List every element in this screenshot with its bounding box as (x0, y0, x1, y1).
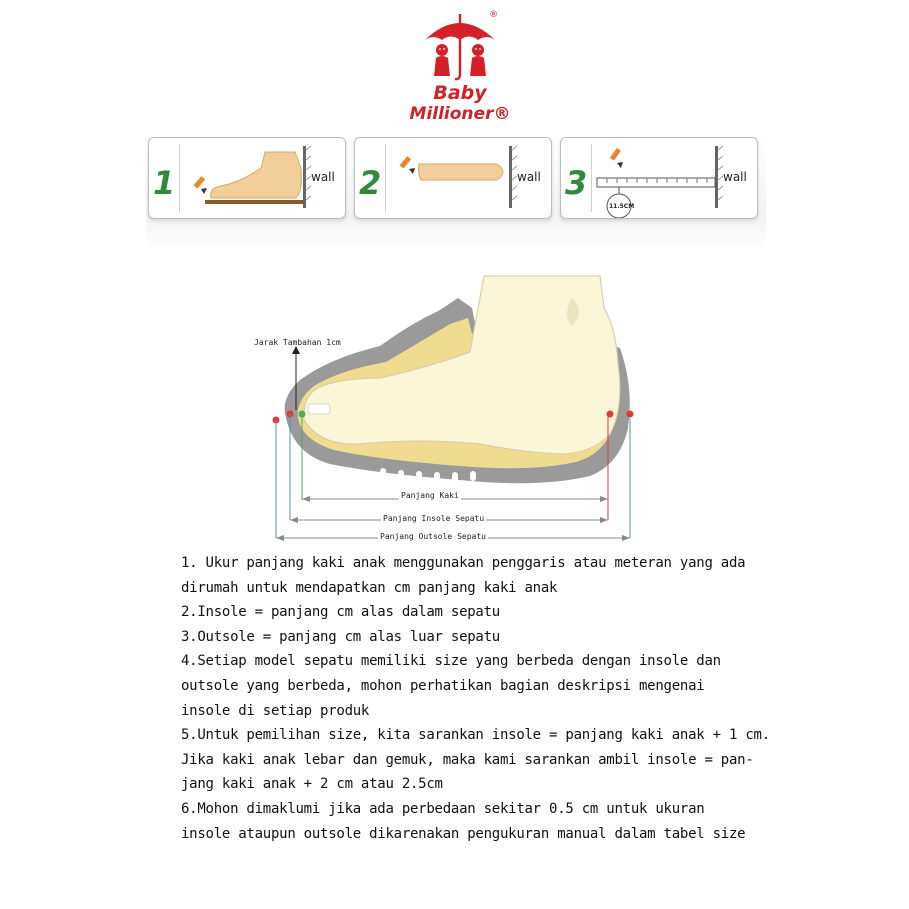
outsole-length-label: Panjang Outsole Sepatu (380, 532, 486, 541)
instruction-line: outsole yang berbeda, mohon perhatikan bagian deskripsi mengenai (181, 677, 705, 694)
shoe-measurement-diagram (240, 268, 660, 550)
extra-space-label: Jarak Tambahan 1cm (254, 338, 341, 347)
measure-value-label: 11.5CM (609, 203, 635, 210)
step-number-1: 1 (153, 164, 176, 202)
instruction-line: 5.Untuk pemilihan size, kita sarankan insole = panjang kaki anak + 1 cm. (181, 727, 770, 744)
foot-length-label: Panjang Kaki (401, 491, 459, 500)
step-number-3: 3 (565, 164, 588, 202)
instruction-line: 2.Insole = panjang cm alas dalam sepatu (181, 604, 500, 621)
instruction-line: 6.Mohon dimaklumi jika ada perbedaan sekitar 0.5 cm untuk ukuran (181, 800, 705, 817)
instruction-line: insole ataupun outsole dikarenakan pengukuran manual dalam tabel size (181, 825, 746, 842)
wall-label-3: wall (723, 170, 747, 184)
step-panel-2 (354, 137, 552, 219)
registered-mark: ® (489, 10, 498, 20)
instruction-line: Jika kaki anak lebar dan gemuk, maka kami sarankan ambil insole = pan- (181, 751, 754, 768)
brand-logo (405, 8, 515, 132)
measurement-steps (146, 132, 766, 252)
instruction-line: 1. Ukur panjang kaki anak menggunakan penggaris atau meteran yang ada (181, 555, 746, 571)
instruction-line: 3.Outsole = panjang cm alas luar sepatu (181, 628, 500, 645)
instruction-line: 4.Setiap model sepatu memiliki size yang berbeda dengan insole dan (181, 653, 721, 670)
instruction-line: jang kaki anak + 2 cm atau 2.5cm (181, 776, 443, 793)
step-number-2: 2 (359, 164, 382, 202)
wall-label-2: wall (517, 170, 541, 184)
step-panel-1 (148, 137, 346, 219)
outsole-back-marker (627, 411, 634, 418)
wall-label-1: wall (311, 170, 335, 184)
brand-name-line2: Millioner® (409, 104, 511, 124)
instructions-text (181, 551, 770, 846)
brand-name-line1: Baby (433, 82, 487, 104)
instruction-line: dirumah untuk mendapatkan cm panjang kaki anak (181, 579, 558, 596)
instruction-line: insole di setiap produk (181, 702, 370, 719)
step-panel-3 (560, 137, 758, 219)
insole-length-label: Panjang Insole Sepatu (383, 514, 485, 523)
toe-nail (308, 404, 330, 414)
